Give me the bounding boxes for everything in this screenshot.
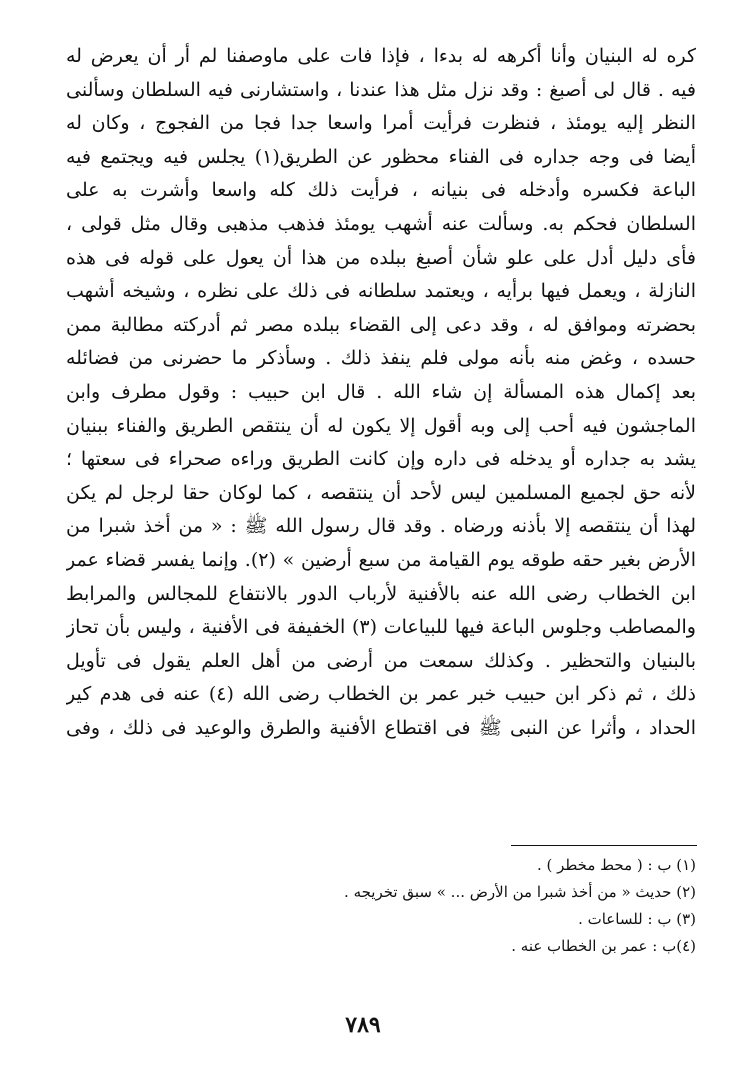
text-line: أيضا فى وجه جداره فى الفناء محظور عن الطريق(١) يجلس فيه ويجتمع فيه xyxy=(66,145,696,168)
text-line: يشد به جداره أو يدخله فى داره وإن كانت الطريق وراءه صحراء فى سعتها ؛ xyxy=(66,448,696,471)
footnote-divider xyxy=(511,845,697,846)
footnote-1: (١) ب : ( محط مخطر ) . xyxy=(536,856,696,874)
page-number: ٧٨٩ xyxy=(345,1012,381,1038)
text-line: الحداد ، وأثرا عن النبى ﷺ فى اقتطاع الأفنية والطرق والوعيد فى ذلك ، وفى xyxy=(66,716,696,739)
text-line: فيه . قال لى أصبغ : وقد نزل مثل هذا عندنا ، واستشارنى فيه السلطان وسألنى xyxy=(66,78,696,101)
text-line: حسده ، وغض منه بأنه مولى فلم ينفذ ذلك . وسأذكر ما حضرنى من فضائله xyxy=(66,347,696,370)
text-line: لأنه حق لجميع المسلمين ليس لأحد أن ينتقصه ، كما لوكان حقا لرجل لم يكن xyxy=(66,481,696,504)
text-line: بالبنيان والتحظير . وكذلك سمعت من أرضى من أهل العلم يقول فى تأويل xyxy=(66,649,696,672)
text-line: فأى دليل أدل على علو شأن أصبغ ببلده من هذا أن يعول على قوله فى هذه xyxy=(66,246,696,269)
text-line: الباعة فكسره وأدخله فى بنيانه ، فرأيت ذلك كله واسعا وأشرت به على xyxy=(66,179,696,202)
text-line: السلطان فحكم به. وسألت عنه أشهب يومئذ فذهب مذهبى وقال مثل قولى ، xyxy=(66,212,696,235)
footnotes xyxy=(300,852,696,960)
text-line: النازلة ، ويعمل فيها برأيه ، ويعتمد سلطانه فى ذلك على نظره ، وشيخه أشهب xyxy=(66,280,696,303)
footnote-4: (٤)ب : عمر بن الخطاب عنه . xyxy=(511,937,696,955)
footnote-3: (٣) ب : للساعات . xyxy=(578,910,696,928)
text-line: والمصاطب وجلوس الباعة فيها للبياعات (٣) الخفيفة فى الأفنية ، وليس بأن تحاز xyxy=(66,616,696,639)
main-text xyxy=(66,40,696,745)
text-line: بحضرته وموافق له ، وقد دعى إلى القضاء ببلده مصر ثم أدركته مطالبة ممن xyxy=(66,313,696,336)
text-line: الأرض بغير حقه طوقه يوم القيامة من سبع أرضين » (٢). وإنما يفسر قضاء عمر xyxy=(66,548,696,571)
text-line: كره له البنيان وأنا أكرهه له بدءا ، فإذا فات على ماوصفنا لم أر أن يعرض له xyxy=(66,45,696,67)
text-line: ذلك ، ثم ذكر ابن حبيب خبر عمر بن الخطاب رضى الله (٤) عنه فى هدم كير xyxy=(66,683,696,706)
footnote-2: (٢) حديث « من أخذ شبرا من الأرض ... » سبق تخريجه . xyxy=(344,883,696,901)
text-line: بعد إكمال هذه المسألة إن شاء الله . قال ابن حبيب : وقول مطرف وابن xyxy=(66,380,696,403)
text-line: الماجشون فيه أحب إلى وبه أقول إلا يكون له أن ينتقص الطريق والفناء ببنيان xyxy=(66,414,696,437)
text-line: النظر إليه يومئذ ، فنظرت فرأيت أمرا واسعا جدا فجا من الفجوج ، وكان له xyxy=(66,112,696,135)
text-line: لهذا أن ينتقصه إلا بأذنه ورضاه . وقد قال رسول الله ﷺ : « من أخذ شبرا من xyxy=(66,515,696,538)
text-line: ابن الخطاب رضى الله عنه بالأفنية لأرباب الدور بالانتفاع للمجالس والمرابط xyxy=(66,582,696,605)
